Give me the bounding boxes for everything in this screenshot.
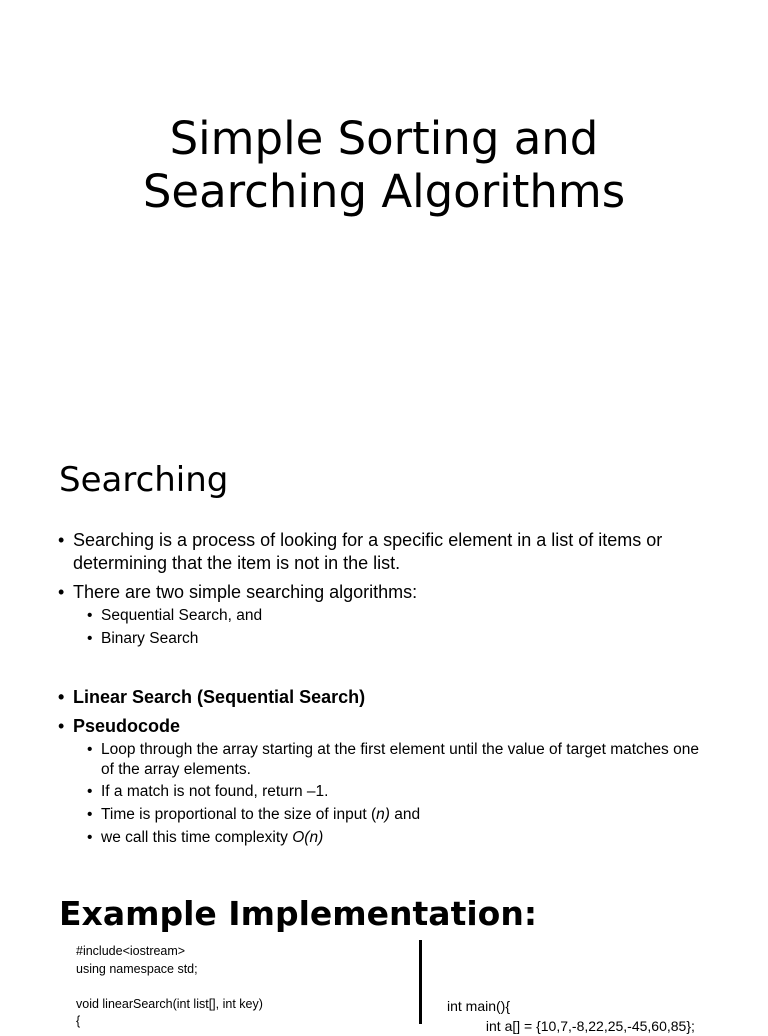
sub-bullet-sequential (101, 606, 708, 626)
bullet-pseudocode-text: Pseudocode (73, 716, 181, 736)
bullet-two-algorithms (58, 581, 708, 649)
example-implementation-heading: Example Implementation: (59, 894, 538, 933)
sub-bullet-binary-text: Binary Search (101, 630, 199, 647)
algorithm-sub-list (73, 606, 708, 649)
bullet-definition (58, 529, 708, 575)
pseudocode-item-loop-text: Loop through the array starting at the first element until the value of target matches one of the array elements. (101, 741, 699, 778)
bullet-linear-search (58, 686, 708, 709)
pseudocode-item-time-prefix: Time is proportional to the size of input ( (101, 806, 377, 823)
pseudocode-item-time-suffix: and (389, 806, 421, 823)
bullet-two-algorithms-text: There are two simple searching algorithms: (73, 582, 418, 602)
linear-search-list (58, 686, 708, 848)
sub-bullet-sequential-text: Sequential Search, and (101, 607, 263, 624)
pseudocode-item-loop (101, 740, 708, 780)
code-column-divider (419, 940, 422, 1024)
slide-title-line-2: Searching Algorithms (142, 165, 626, 218)
pseudocode-item-complexity-var: O(n) (292, 829, 324, 846)
pseudocode-item-time (101, 805, 708, 825)
pseudocode-item-not-found (101, 782, 708, 802)
code-block-left: #include<iostream> using namespace std; void linearSearch(int list[], int key) { (76, 944, 263, 1028)
searching-bullet-list (58, 529, 708, 649)
bullet-definition-text: Searching is a process of looking for a specific element in a list of items or determining that the item is not in the list. (73, 530, 663, 573)
bullet-linear-search-text: Linear Search (Sequential Search) (73, 687, 366, 707)
slide-title-line-1: Simple Sorting and (169, 112, 599, 165)
pseudocode-item-not-found-text: If a match is not found, return –1. (101, 783, 329, 800)
pseudocode-sub-list (73, 740, 708, 848)
code-block-right: int main(){ int a[] = {10,7,-8,22,25,-45,60,85}; (447, 998, 695, 1034)
pseudocode-item-complexity-prefix: we call this time complexity (101, 829, 293, 846)
bullet-pseudocode (58, 715, 708, 848)
searching-heading: Searching (59, 460, 229, 500)
slide-title (0, 112, 768, 218)
pseudocode-item-time-var: n) (376, 806, 390, 823)
sub-bullet-binary (101, 629, 708, 649)
pseudocode-item-complexity (101, 828, 708, 848)
